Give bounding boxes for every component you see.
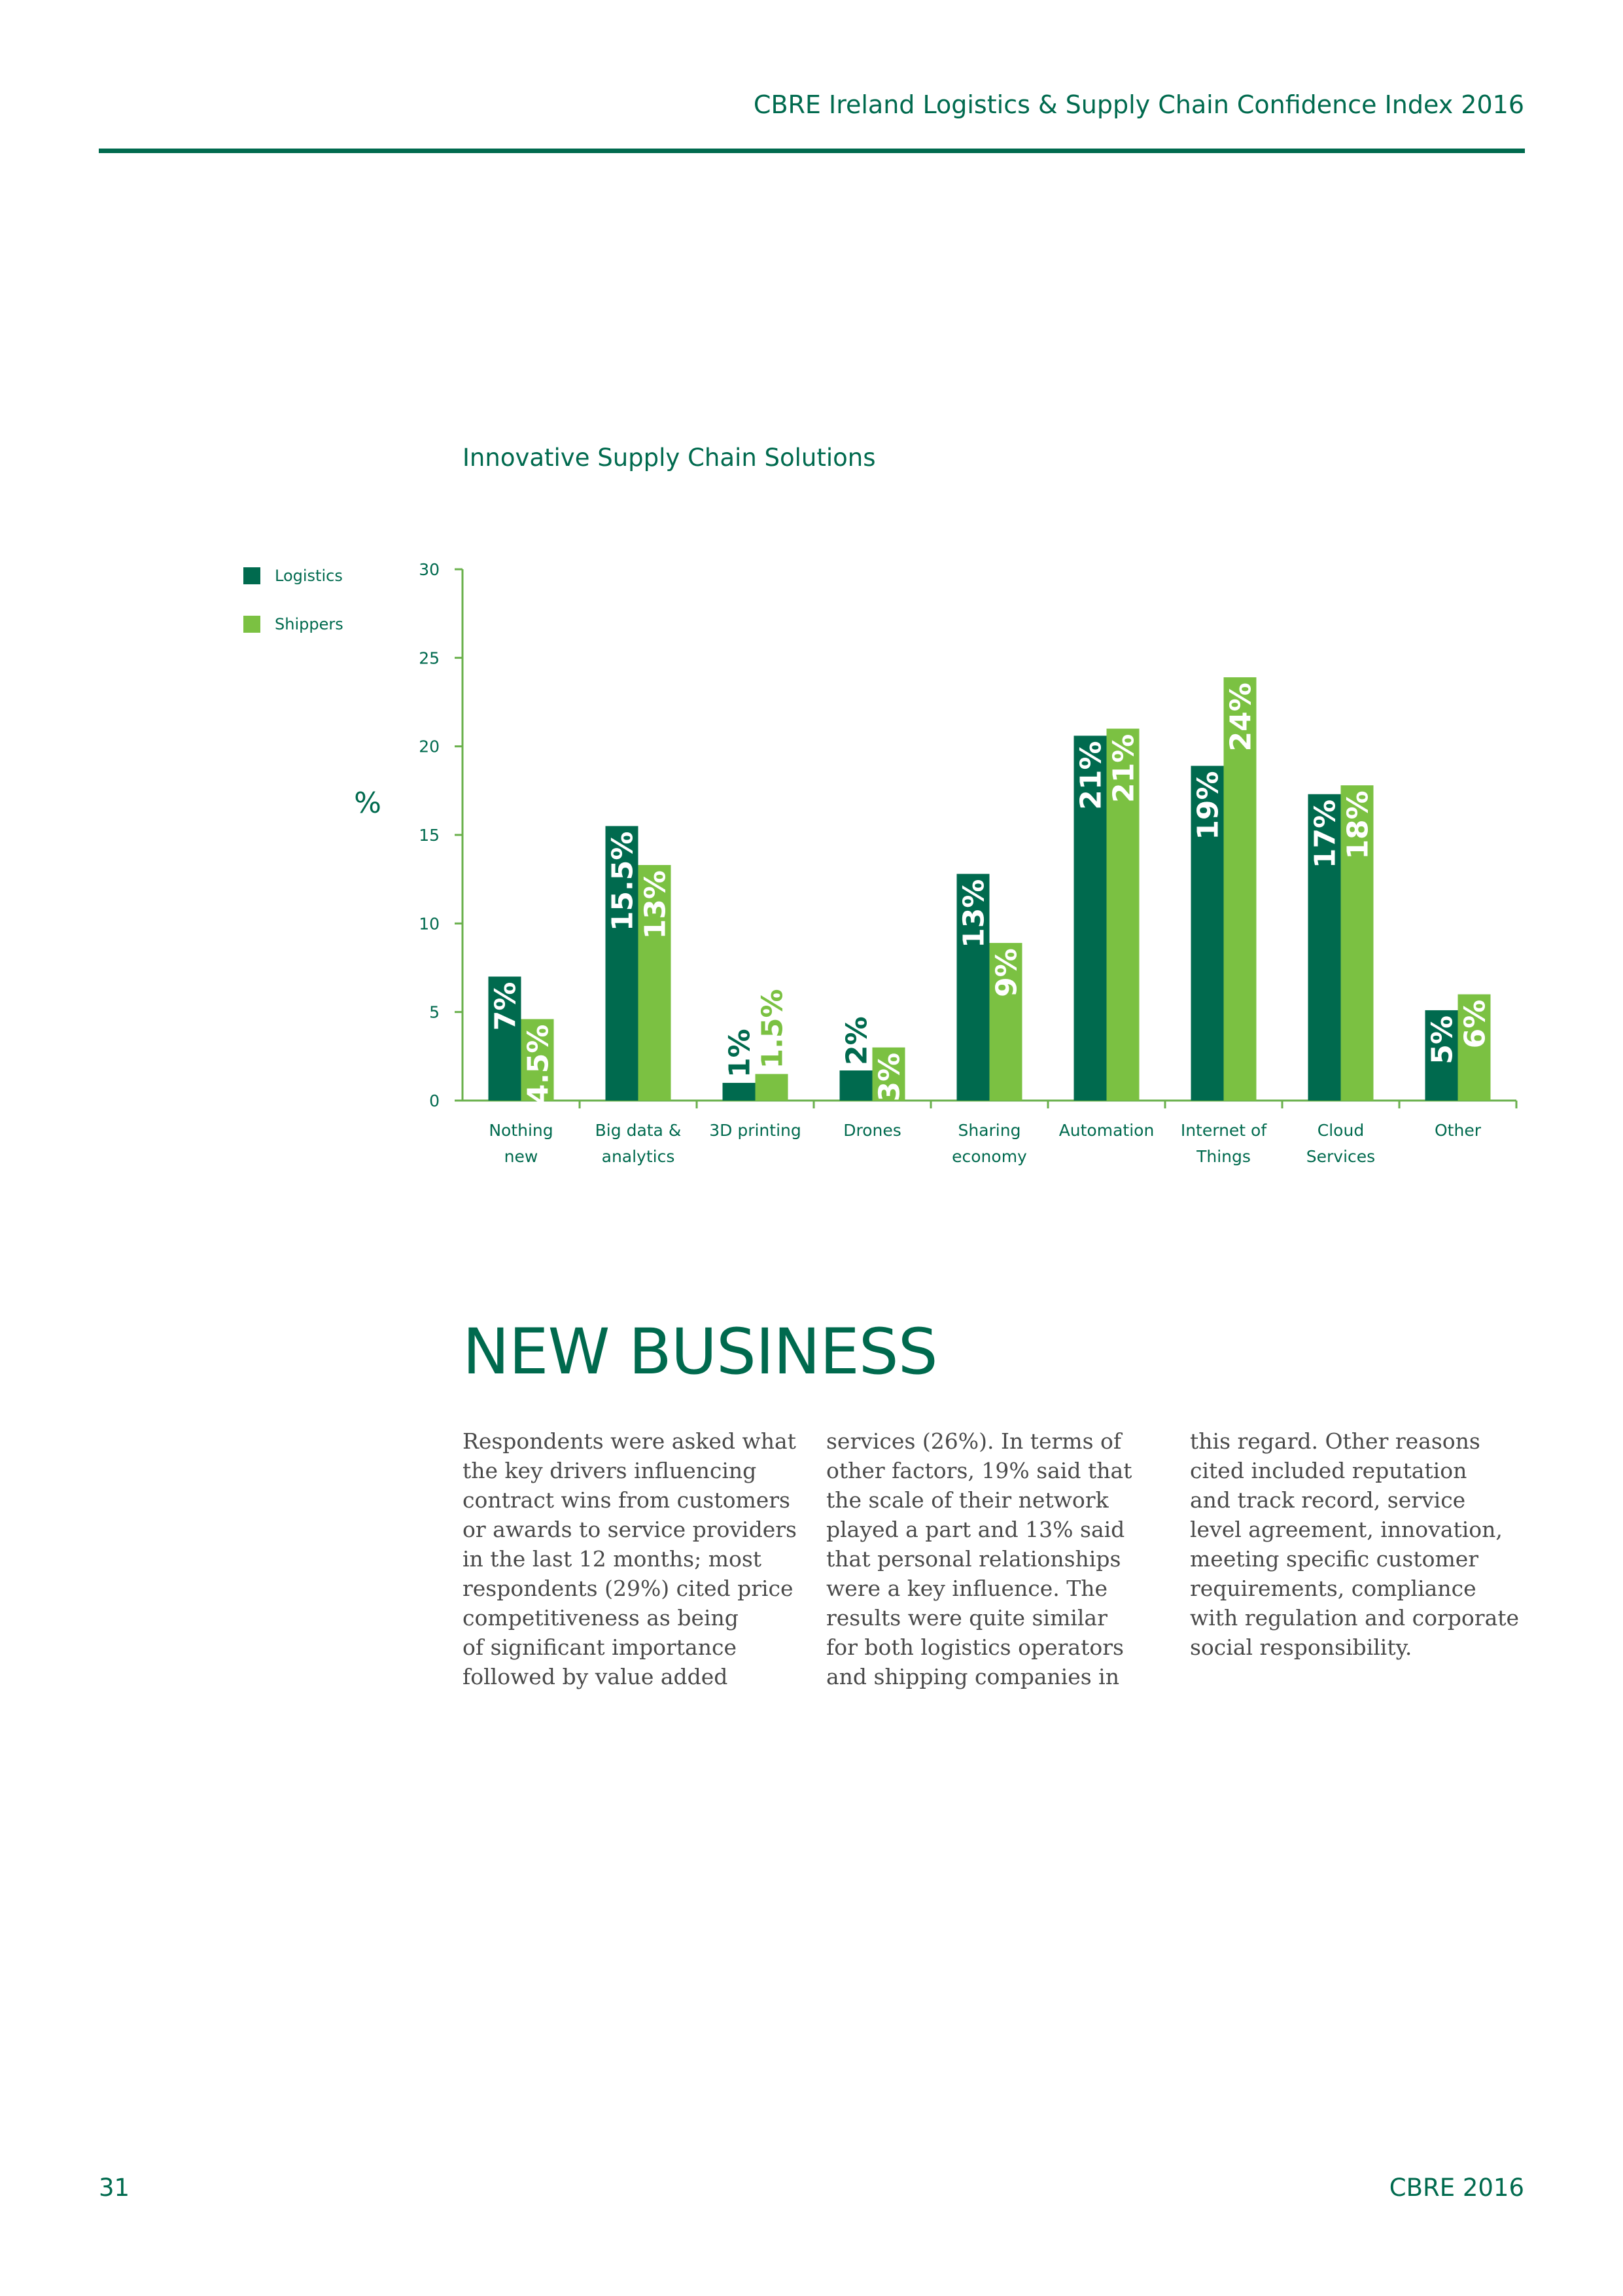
x-category-label: Big data & [595,1121,682,1140]
x-category-label: Nothing [489,1121,553,1140]
body-text-line: for both logistics operators [826,1634,1124,1660]
y-tick-label: 0 [429,1091,440,1110]
x-category-label: Things [1196,1147,1251,1166]
body-text-line: followed by value added [462,1664,728,1689]
body-text-line: social responsibility. [1190,1634,1412,1660]
body-text-line: contract wins from customers [462,1487,790,1513]
chart-title: Innovative Supply Chain Solutions [462,444,876,472]
data-label-shippers: 18% [1341,790,1375,860]
chart-category-labels [489,1121,1481,1166]
data-label-shippers: 13% [638,870,672,940]
data-label-logistics: 7% [489,981,523,1031]
y-tick-label: 30 [419,560,440,579]
data-label-shippers: 4.5% [521,1024,555,1104]
x-category-label: Other [1435,1121,1481,1140]
section-heading: NEW BUSINESS [462,1315,937,1388]
data-label-logistics: 21% [1074,741,1108,810]
data-label-logistics: 13% [957,879,991,948]
data-label-logistics: 15.5% [606,831,640,932]
x-category-label: economy [952,1147,1027,1166]
bar-shippers [756,1074,788,1101]
x-category-label: Automation [1058,1121,1155,1140]
y-tick-label: 5 [429,1002,440,1022]
body-text-line: in the last 12 months; most [462,1546,762,1572]
y-tick-label: 20 [419,737,440,756]
body-text-line: the key drivers influencing [462,1458,757,1483]
header-title: CBRE Ireland Logistics & Supply Chain Confidence Index 2016 [753,90,1524,119]
body-text-line: with regulation and corporate [1190,1605,1520,1631]
body-text-line: competitiveness as being [462,1605,739,1631]
y-tick-label: 25 [419,648,440,668]
body-text-line: cited included reputation [1190,1458,1467,1483]
data-label-shippers: 24% [1224,682,1258,752]
data-label-logistics: 17% [1308,799,1342,869]
body-text-line: other factors, 19% said that [826,1458,1132,1483]
data-label-shippers: 6% [1458,999,1492,1049]
legend-label-logistics: Logistics [275,567,343,585]
x-category-label: Sharing [958,1121,1021,1140]
page-number: 31 [99,2174,130,2202]
body-text-line: or awards to service providers [462,1517,797,1542]
data-label-shippers: 3% [873,1052,907,1102]
y-axis-label: % [354,786,381,820]
bar-logistics [840,1070,873,1101]
data-label-logistics: 5% [1425,1015,1459,1065]
body-text-line: played a part and 13% said [826,1517,1125,1542]
data-label-logistics: 2% [840,1016,874,1065]
body-text-line: and track record, service [1190,1487,1466,1513]
bar-logistics [723,1083,756,1101]
footer-brand: CBRE 2016 [1389,2174,1524,2202]
x-category-label: Internet of [1180,1121,1267,1140]
body-text-line: were a key influence. The [826,1576,1108,1601]
body-text-line: services (26%). In terms of [826,1428,1122,1454]
data-label-logistics: 1% [723,1029,757,1078]
x-category-label: Drones [843,1121,901,1140]
data-label-shippers: 9% [990,948,1024,997]
body-column-2 [826,1426,1166,1691]
y-tick-label: 10 [419,914,440,934]
x-category-label: analytics [601,1147,675,1166]
x-category-label: new [504,1147,538,1166]
x-category-label: Services [1306,1147,1376,1166]
body-text-line: respondents (29%) cited price [462,1576,794,1601]
body-column-3 [1190,1426,1530,1662]
x-category-label: Cloud [1317,1121,1365,1140]
body-column-1 [462,1426,803,1691]
body-text-line: of significant importance [462,1634,737,1660]
x-category-label: 3D printing [709,1121,801,1140]
body-text-line: Respondents were asked what [462,1428,796,1454]
legend-label-shippers: Shippers [275,615,343,633]
body-text-line: requirements, compliance [1190,1576,1476,1601]
body-text-line: results were quite similar [826,1605,1108,1631]
body-text-line: this regard. Other reasons [1190,1428,1480,1454]
data-label-logistics: 19% [1191,771,1225,840]
body-text-line: level agreement, innovation, [1190,1517,1503,1542]
data-label-shippers: 21% [1107,733,1141,803]
body-text-line: the scale of their network [826,1487,1109,1513]
y-tick-label: 15 [419,826,440,845]
chart-tick-labels [419,560,440,1110]
data-label-shippers: 1.5% [756,989,790,1069]
body-text-line: that personal relationships [826,1546,1121,1572]
body-text-line: and shipping companies in [826,1664,1119,1689]
body-text-line: meeting specific customer [1190,1546,1479,1572]
